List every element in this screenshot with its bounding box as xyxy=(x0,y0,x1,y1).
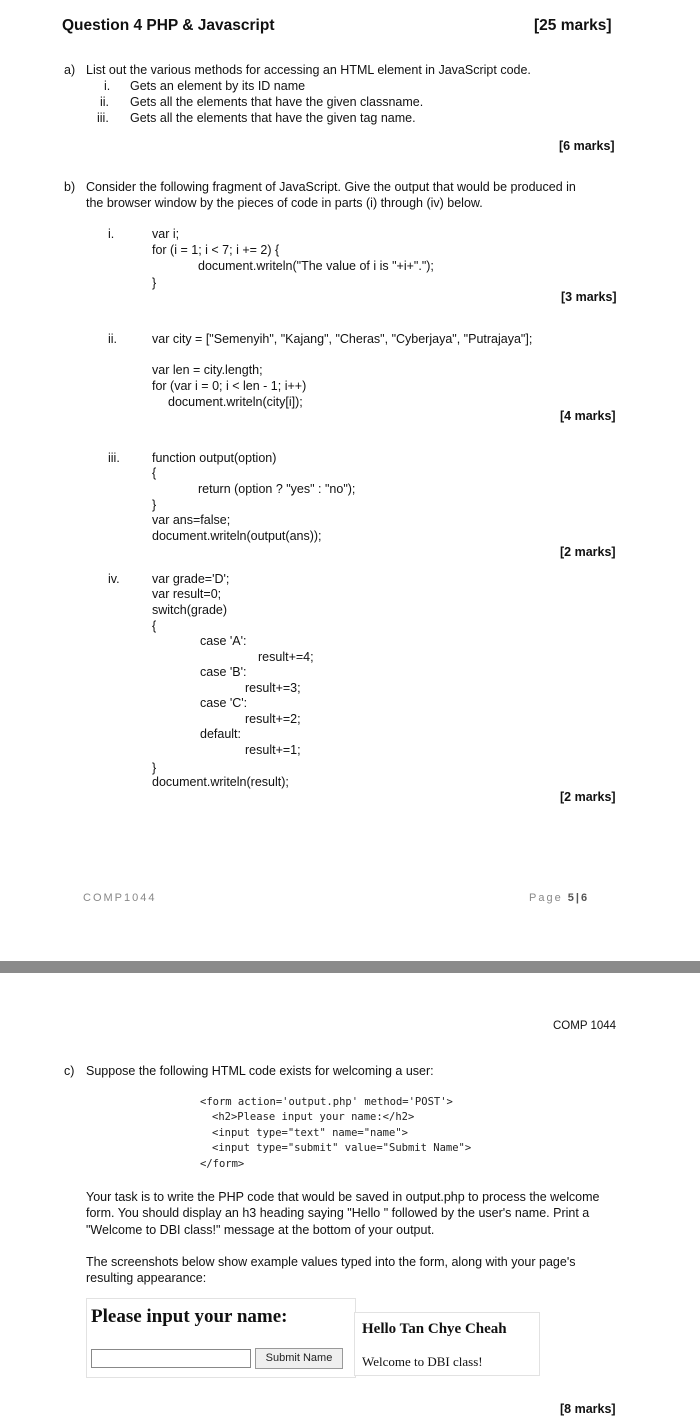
part-c-marks: [8 marks] xyxy=(560,1402,616,1416)
welcome-message: Welcome to DBI class! xyxy=(362,1354,483,1369)
part-a-label: a) xyxy=(64,63,76,77)
code-iii-line: { xyxy=(152,466,157,480)
footer-page-num: 5|6 xyxy=(567,892,590,904)
footer-page xyxy=(529,892,589,906)
code-iv-line: result+=4; xyxy=(258,650,314,664)
footer-course: COMP1044 xyxy=(83,892,157,904)
part-a-item-num: i. xyxy=(104,79,111,93)
part-c-label: c) xyxy=(64,1064,75,1078)
html-code-line: <form action='output.php' method='POST'> xyxy=(200,1096,453,1108)
part-a-item-num: ii. xyxy=(100,95,110,109)
part-a-item-text: Gets all the elements that have the given classname. xyxy=(130,95,424,109)
code-iv-line: switch(grade) xyxy=(152,603,228,617)
html-code-line: <h2>Please input your name:</h2> xyxy=(212,1111,415,1123)
code-iv-line: case 'B': xyxy=(200,665,247,679)
code-iv-marks: [2 marks] xyxy=(560,790,616,804)
question-title: Question 4 PHP & Javascript xyxy=(62,17,275,34)
part-b-label: b) xyxy=(64,180,76,194)
code-i-num: i. xyxy=(108,227,115,241)
part-a-marks: [6 marks] xyxy=(559,139,615,153)
submit-name-button[interactable]: Submit Name xyxy=(255,1348,343,1369)
form-heading: Please input your name: xyxy=(91,1306,288,1327)
code-iii-line: } xyxy=(152,498,157,512)
part-c-task: Your task is to write the PHP code that would be saved in output.php to process the welcome form. You should display an h3 heading saying "Hello " followed by the user's name. Print a "Welcome to DBI class!" message at the bottom of your output. xyxy=(86,1190,600,1237)
part-a-item-num: iii. xyxy=(97,111,109,125)
code-iv-num: iv. xyxy=(108,572,120,586)
code-ii-num: ii. xyxy=(108,332,118,346)
code-iv-line: default: xyxy=(200,727,242,741)
code-i-line: for (i = 1; i < 7; i += 2) { xyxy=(152,243,280,257)
code-iii-marks: [2 marks] xyxy=(560,545,616,559)
code-i-line: var i; xyxy=(152,227,180,241)
page2-header-course: COMP 1044 xyxy=(553,1020,617,1032)
code-i-line: } xyxy=(152,276,157,290)
code-ii-line: var len = city.length; xyxy=(152,363,263,377)
total-marks: [25 marks] xyxy=(534,17,612,34)
code-iii-num: iii. xyxy=(108,451,120,465)
form-screenshot xyxy=(86,1298,356,1378)
code-iii-line: function output(option) xyxy=(152,451,277,465)
code-i-line: document.writeln("The value of i is "+i+"."); xyxy=(198,259,434,273)
part-b-question-line2: the browser window by the pieces of code in parts (i) through (iv) below. xyxy=(86,196,483,210)
part-a-item-text: Gets all the elements that have the given tag name. xyxy=(130,111,416,125)
page-separator xyxy=(0,961,700,973)
name-text-input[interactable] xyxy=(91,1349,251,1368)
code-iv-line: var grade='D'; xyxy=(152,572,230,586)
part-c-screens-intro: The screenshots below show example values typed into the form, along with your page's resulting appearance: xyxy=(86,1255,576,1286)
footer-page-word: Page xyxy=(529,892,563,904)
part-a-question: List out the various methods for accessing an HTML element in JavaScript code. xyxy=(86,63,531,77)
part-b-question-line1: Consider the following fragment of JavaScript. Give the output that would be produced in xyxy=(86,180,576,194)
code-iv-line: case 'A': xyxy=(200,634,247,648)
html-code-line: <input type="submit" value="Submit Name"> xyxy=(212,1142,472,1154)
part-a-item-text: Gets an element by its ID name xyxy=(130,79,306,93)
code-iii-line: document.writeln(output(ans)); xyxy=(152,529,322,543)
code-iv-line: { xyxy=(152,619,157,633)
code-iv-line: var result=0; xyxy=(152,587,222,601)
html-code-line: <input type="text" name="name"> xyxy=(212,1127,408,1139)
code-iv-line: result+=3; xyxy=(245,681,301,695)
code-iv-line: case 'C': xyxy=(200,696,248,710)
code-ii-line: document.writeln(city[i]); xyxy=(168,395,303,409)
code-i-marks: [3 marks] xyxy=(561,290,617,304)
code-ii-line: for (var i = 0; i < len - 1; i++) xyxy=(152,379,307,393)
code-iii-line: return (option ? "yes" : "no"); xyxy=(198,482,356,496)
hello-heading: Hello Tan Chye Cheah xyxy=(362,1321,507,1337)
code-iv-line: } xyxy=(152,761,157,775)
code-iv-line: document.writeln(result); xyxy=(152,775,289,789)
code-ii-line: var city = ["Semenyih", "Kajang", "Cheras", "Cyberjaya", "Putrajaya"]; xyxy=(152,332,533,346)
part-c-question: Suppose the following HTML code exists for welcoming a user: xyxy=(86,1064,434,1078)
code-iv-line: result+=1; xyxy=(245,743,301,757)
code-iii-line: var ans=false; xyxy=(152,513,231,527)
code-ii-marks: [4 marks] xyxy=(560,409,616,423)
code-iv-line: result+=2; xyxy=(245,712,301,726)
html-code-line: </form> xyxy=(200,1158,245,1170)
output-screenshot xyxy=(354,1312,540,1376)
